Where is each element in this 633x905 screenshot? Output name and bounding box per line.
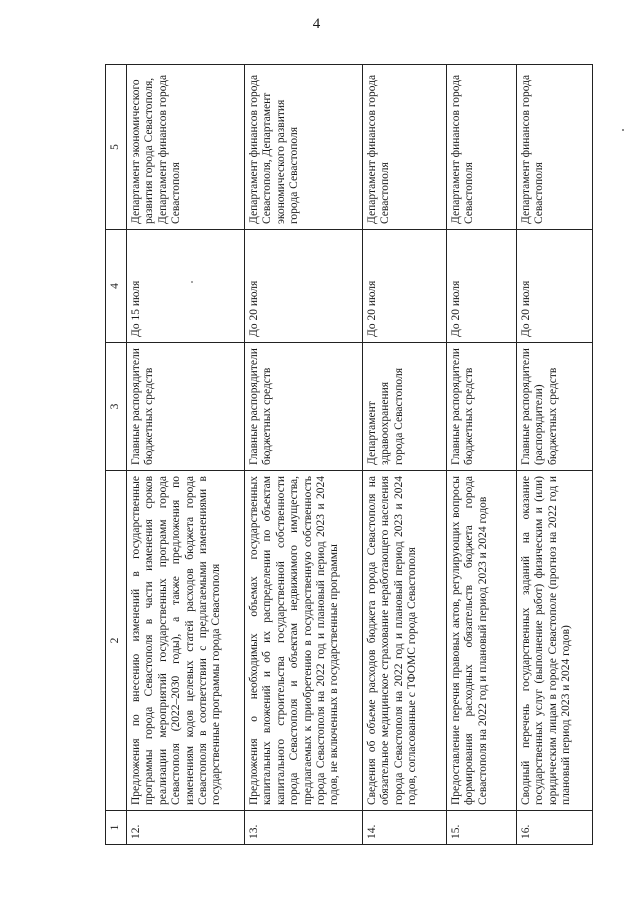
row-deadline: До 20 июля <box>245 230 363 343</box>
table-row <box>245 65 363 845</box>
scan-speck <box>622 129 624 131</box>
column-number: 5 <box>106 65 127 230</box>
row-responsible: Департамент здравоохранения города Севастополя <box>363 343 447 471</box>
table-row <box>363 65 447 845</box>
row-department: Департамент финансов города Севастополя <box>517 65 593 230</box>
row-responsible: Главные распорядители бюджетных средств <box>127 343 245 471</box>
row-deadline: До 15 июля <box>127 230 245 343</box>
row-responsible: Главные распорядители бюджетных средств <box>245 343 363 471</box>
column-number: 4 <box>106 230 127 343</box>
column-number-row <box>106 65 127 845</box>
table-row <box>517 65 593 845</box>
column-number: 2 <box>106 471 127 811</box>
row-deadline: До 20 июля <box>363 230 447 343</box>
row-number: 12. <box>127 811 245 845</box>
schedule-table <box>105 64 593 845</box>
row-department: Департамент финансов города Севастополя <box>447 65 517 230</box>
row-department: Департамент финансов города Севастополя, Департамент экономического развития города Севастополя <box>245 65 363 230</box>
row-department: Департамент финансов города Севастополя <box>363 65 447 230</box>
column-number: 3 <box>106 343 127 471</box>
rotated-table-container <box>105 65 575 845</box>
row-number: 15. <box>447 811 517 845</box>
row-number: 13. <box>245 811 363 845</box>
row-description: Предложения о необходимых объемах государственных капитальных вложений и об их распределении по объектам капитального строительства государственной собственности города Севастополя и объектам недвижимого имущества, предлагаемых к приобретению в государственную собственность города Севастополя на 2022 год и плановый период 2023 и 2024 годов, не включенных в государственные программы <box>245 471 363 811</box>
row-responsible: Главные распорядители (распорядители) бюджетных средств <box>517 343 593 471</box>
table-row <box>127 65 245 845</box>
row-deadline: До 20 июля <box>517 230 593 343</box>
table-row <box>447 65 517 845</box>
row-number: 14. <box>363 811 447 845</box>
row-description: Сводный перечень государственных заданий на оказание государственных услуг (выполнение работ) физическим и (или) юридическим лицам в городе Севастополе (прогноз на 2022 год и плановый период 2023 и 2024 годов) <box>517 471 593 811</box>
column-number: 1 <box>106 811 127 845</box>
row-department: Департамент экономического развития города Севастополя, Департамент финансов города Севастополя <box>127 65 245 230</box>
row-description: Сведения об объеме расходов бюджета города Севастополя на обязательное медицинское страхование неработающего населения города Севастополя на 2022 год и плановый период 2023 и 2024 годов, согласованные с ТФОМС города Севастополя <box>363 471 447 811</box>
row-description: Предоставление перечня правовых актов, регулирующих вопросы формирования расходных обязательств бюджета города Севастополя на 2022 год и плановый период 2023 и 2024 годов <box>447 471 517 811</box>
row-description: Предложения по внесению изменений в государственные программы города Севастополя в части изменения сроков реализации мероприятий государственных программ города Севастополя (2022–2030 годы), а также предложения по изменениям кодов целевых статей расходов бюджета города Севастополя в соответствии с предлагаемыми изменениями в государственные программы города Севастополя <box>127 471 245 811</box>
row-deadline: До 20 июля <box>447 230 517 343</box>
row-number: 16. <box>517 811 593 845</box>
row-responsible: Главные распорядители бюджетных средств <box>447 343 517 471</box>
scan-speck <box>191 281 193 283</box>
page-number: 4 <box>312 16 321 32</box>
